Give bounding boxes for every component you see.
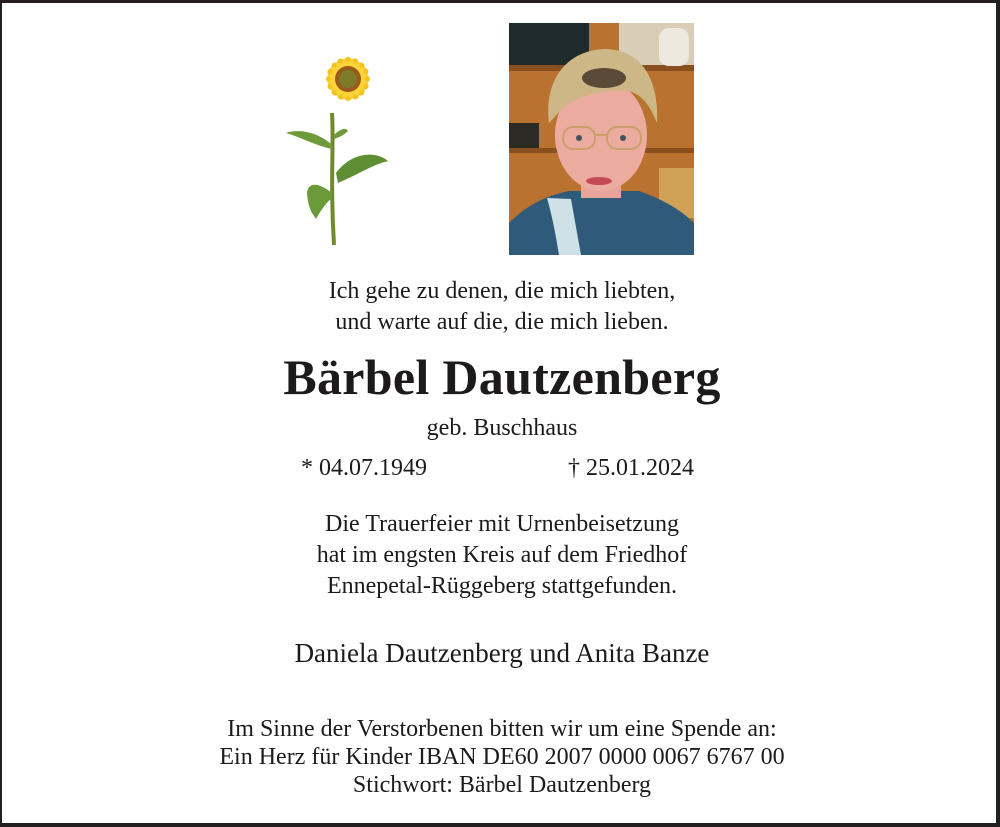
verse [2, 276, 1000, 338]
ceremony-line-1: Die Trauerfeier mit Urnenbeisetzung [325, 511, 679, 537]
donation-request [2, 715, 1000, 799]
donation-line-2: Ein Herz für Kinder IBAN DE60 2007 0000 0067 6767 00 [219, 744, 785, 770]
birth-date: * 04.07.1949 [301, 455, 427, 481]
verse-line-1: Ich gehe zu denen, die mich liebten, [328, 278, 676, 304]
death-date: † 25.01.2024 [568, 455, 694, 481]
ceremony-line-3: Ennepetal-Rüggeberg stattgefunden. [326, 573, 678, 599]
verse-line-2: und warte auf die, die mich lieben. [335, 309, 669, 335]
sunflower-icon [282, 33, 402, 248]
donation-line-3: Stichwort: Bärbel Dautzenberg [352, 772, 652, 798]
family-signature: Daniela Dautzenberg und Anita Banze [294, 638, 710, 668]
donation-line-1: Im Sinne der Verstorbenen bitten wir um eine Spende an: [227, 716, 777, 742]
portrait-photo [509, 23, 694, 255]
ceremony-line-2: hat im engsten Kreis auf dem Friedhof [316, 542, 688, 568]
ceremony-text [2, 509, 1000, 602]
maiden-name: geb. Buschhaus [426, 415, 578, 441]
deceased-name: Bärbel Dautzenberg [283, 349, 721, 405]
